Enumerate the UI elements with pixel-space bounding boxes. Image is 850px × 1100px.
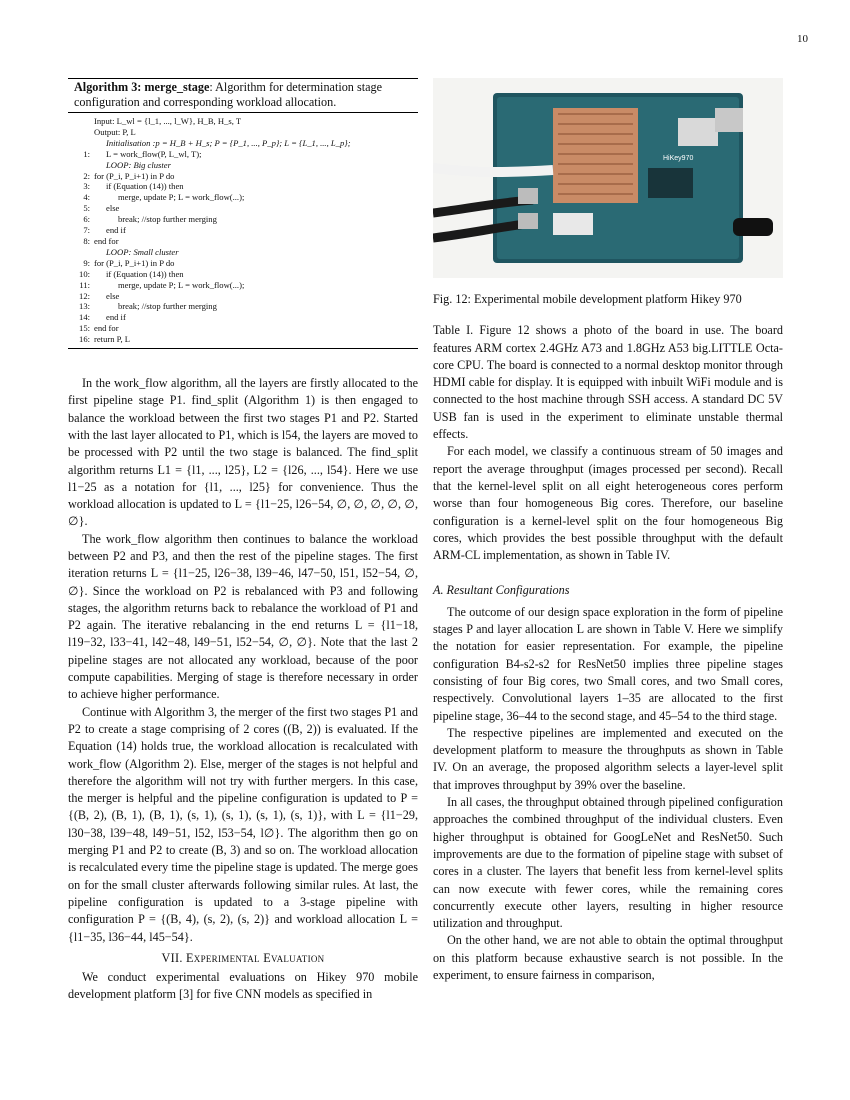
algorithm-label: Algorithm 3: — [74, 80, 142, 94]
algorithm-line — [74, 149, 418, 160]
algorithm-line — [74, 258, 418, 269]
body-paragraph: We conduct experimental evaluations on Hikey 970 mobile development platform [3] for five CNN models as specified in — [68, 970, 418, 1002]
algorithm-body — [68, 113, 418, 345]
algorithm-line — [74, 203, 418, 214]
algorithm-box — [68, 78, 418, 349]
line-text: end for — [94, 235, 119, 246]
line-number — [74, 138, 94, 149]
algorithm-line — [74, 269, 418, 280]
algorithm-line — [74, 225, 418, 236]
body-paragraph: In the work_flow algorithm, all the layers are firstly allocated to the first pipeline stage P1. find_split (Algorithm 1) is then engaged to balance the workload between the first two stages P1 and P2. Started with the last layer allocated to P1, which is l54, the layers are moved to be processed with P2 until the two stage is balanced. The find_split algorithm returns L1 = {l1, ..., l25}, L2 = {l26, ..., l54}. Here we use l1−25 as a notation for {l1, ..., l25} for convenience. Thus the workload allocation is updated to L = {l1−25, l26−54, ∅, ∅, ∅, ∅, ∅, ∅}. — [68, 376, 418, 529]
line-text: Output: P, L — [94, 126, 136, 137]
algorithm-line — [74, 160, 418, 171]
algorithm-line — [74, 192, 418, 203]
board-silkscreen: HiKey970 — [663, 155, 694, 162]
line-text: merge, update P; L = work_flow(...); — [118, 279, 245, 290]
line-text: return P, L — [94, 334, 131, 345]
algorithm-title — [68, 79, 418, 113]
page-number: 10 — [797, 33, 808, 45]
line-number: 9: — [83, 257, 90, 268]
figure-caption: Fig. 12: Experimental mobile development platform Hikey 970 — [433, 292, 742, 307]
line-number: 10: — [79, 268, 90, 279]
line-number: 1: — [83, 148, 90, 159]
algorithm-line — [74, 323, 418, 334]
algorithm-line — [74, 334, 418, 345]
algorithm-line — [74, 291, 418, 302]
line-text: L = work_flow(P, L_wl, T); — [106, 148, 202, 159]
line-number: 12: — [79, 290, 90, 301]
line-text: if (Equation (14)) then — [106, 268, 184, 279]
line-number — [74, 160, 94, 171]
body-paragraph: For each model, we classify a continuous stream of 50 images and report the average throughput (images processed per second). Recall that the kernel-level split on all eight heterogeneous cores perform worse than four homogeneous Big cores. Therefore, our baseline configuration is a kernel-level split on the four homogeneous Big cores, which provides the best possible throughput with the default ARM-CL implementation, as shown in Table IV. — [433, 444, 783, 563]
line-text: else — [106, 203, 120, 214]
line-number: 16: — [79, 334, 90, 345]
algorithm-line — [74, 247, 418, 258]
line-text: merge, update P; L = work_flow(...); — [118, 192, 245, 203]
body-paragraph: Continue with Algorithm 3, the merger of the first two stages P1 and P2 to create a stage comprising of 2 cores ((B, 2)) is evaluated. If the Equation (14) holds true, the workload allocation is recalculated with work_flow (Algorithm 2). Else, merger of the stages is not helpful and therefore the algorithm will not try with further mergers. In this case, the merger is helpful and the pipeline configuration is updated to P = {(B, 2), (B, 1), (B, 1), (s, 1), (s, 1), (s, 1), (s, 1)}, with L = {l1−29, l30−38, l39−48, l49−51, l52, l53−54, l∅}. The algorithm then go on merging P1 and P2 to create (B, 3) and so on. The workload allocation is recalculated every time the pipeline stage is updated. The merge goes on for the small cluster afterwards following similar rules. At last, the pipeline configuration is updated to a 3-stage pipeline with configuration P = {(B, 4), (s, 2), (s, 2)} and workload allocation L = {l1−35, l36−44, l45−54}. — [68, 704, 418, 944]
line-number — [74, 247, 94, 258]
algorithm-line — [74, 171, 418, 182]
line-number — [74, 116, 94, 127]
line-text: end if — [106, 225, 126, 236]
body-paragraph: The work_flow algorithm then continues to balance the workload between P2 and P3, and then the rest of the pipeline stages. The first iteration returns L = {l1−25, l26−38, l39−46, l47−50, l51, l52−54, ∅, ∅}. Since the workload on P2 is rebalanced with P3 and following stages, the algorithm returns back to rebalance the workload of P1 and P2 again. The iterative rebalancing in the end returns L = {l1−18, l19−32, l33−41, l42−48, l49−51, l52−54, ∅, ∅}. Note that the last 2 pipeline stages are not allocated any workload, because of the poor compute capabilities. Merging of stage is therefore necessary in order to achieve higher performance. — [68, 531, 418, 702]
body-paragraph: In all cases, the throughput obtained through pipelined configuration approaches the combined throughput of the individual clusters. Even higher throughput is obtained for GoogLeNet and ResNet50. Such improvements are due to the formation of pipeline stage with subset of cores in a cluster. The layers that benefit less from kernel-level splits can now execute with fewer cores, while the remaining cores concurrently execute other layers, resulting in higher resource utilization and throughput. — [433, 795, 783, 931]
body-paragraph: The respective pipelines are implemented and executed on the development platform to measure the throughputs as shown in Table IV. On an average, the proposed algorithm selects a layer-level split that improves throughput by 39% over the baseline. — [433, 725, 783, 792]
algorithm-line — [74, 181, 418, 192]
line-number: 15: — [79, 323, 90, 334]
algorithm-line — [74, 312, 418, 323]
line-text: end for — [94, 323, 119, 334]
line-text: break; //stop further merging — [118, 214, 217, 225]
algorithm-title-rest: : Algorithm for determination stage configuration and corresponding workload allocation. — [74, 80, 382, 109]
line-number: 2: — [83, 170, 90, 181]
line-number: 11: — [79, 279, 90, 290]
line-number: 6: — [83, 214, 90, 225]
line-number: 3: — [83, 181, 90, 192]
left-column — [68, 78, 418, 1004]
algorithm-name: merge_stage — [144, 80, 210, 94]
line-text: else — [106, 290, 120, 301]
line-text: for (P_i, P_i+1) in P do — [94, 257, 175, 268]
algorithm-line — [74, 236, 418, 247]
algorithm-line — [74, 138, 418, 149]
algorithm-line — [74, 301, 418, 312]
line-number: 14: — [79, 312, 90, 323]
line-number: 7: — [83, 225, 90, 236]
line-text: Input: L_wl = {l_1, ..., l_W}, H_B, H_s, T — [94, 116, 242, 126]
line-text: if (Equation (14)) then — [106, 181, 184, 192]
section-heading: VII. Experimental Evaluation — [161, 950, 325, 965]
body-paragraph: On the other hand, we are not able to obtain the optimal throughput on this platform because exhaustive search is not possible. In the experiment, to ensure fairness in comparison, — [433, 933, 783, 982]
algorithm-line — [74, 127, 418, 138]
subsection-heading: A. Resultant Configurations — [433, 583, 570, 598]
algorithm-line — [74, 116, 418, 127]
line-text: LOOP: Small cluster — [106, 246, 179, 257]
line-number: 13: — [79, 301, 90, 312]
line-text: LOOP: Big cluster — [106, 159, 171, 170]
right-column — [433, 78, 783, 984]
hikey-board-photo — [433, 78, 783, 278]
line-text: break; //stop further merging — [118, 301, 217, 312]
algorithm-line — [74, 214, 418, 225]
line-number: 5: — [83, 203, 90, 214]
line-number — [74, 127, 94, 138]
line-number: 8: — [83, 235, 90, 246]
body-paragraph: Table I. Figure 12 shows a photo of the board in use. The board features ARM cortex 2.4GHz A73 and 1.8GHz A53 big.LITTLE Octa-core CPU. The board is connected to a normal desktop monitor through HDMI cable for display. It is equipped with inbuilt WiFi module and is connected to the host machine through SSH access. A standard DC 5V USB fan is used in the experiment to eliminate unstable thermal effects. — [433, 323, 783, 442]
body-paragraph: The outcome of our design space exploration in the form of pipeline stages P and layer allocation L are shown in Table V. Here we simplify the notation for easier representation. For example, the pipeline configuration B4-s2-s2 for ResNet50 implies three pipeline stages consisting of four Big cores, two Small cores, and two Small cores, respectively. Convolutional layers 1–35 are allocated to the first pipeline stage, 36–44 to the second stage, and 45–54 to the third stage. — [433, 604, 783, 723]
line-text: Initialisation :p = H_B + H_s; P = {P_1, ..., P_p}; L = {L_1, ..., L_p}; — [106, 137, 351, 148]
algorithm-line — [74, 280, 418, 291]
line-text: for (P_i, P_i+1) in P do — [94, 170, 175, 181]
line-number: 4: — [83, 192, 90, 203]
line-text: end if — [106, 312, 126, 323]
